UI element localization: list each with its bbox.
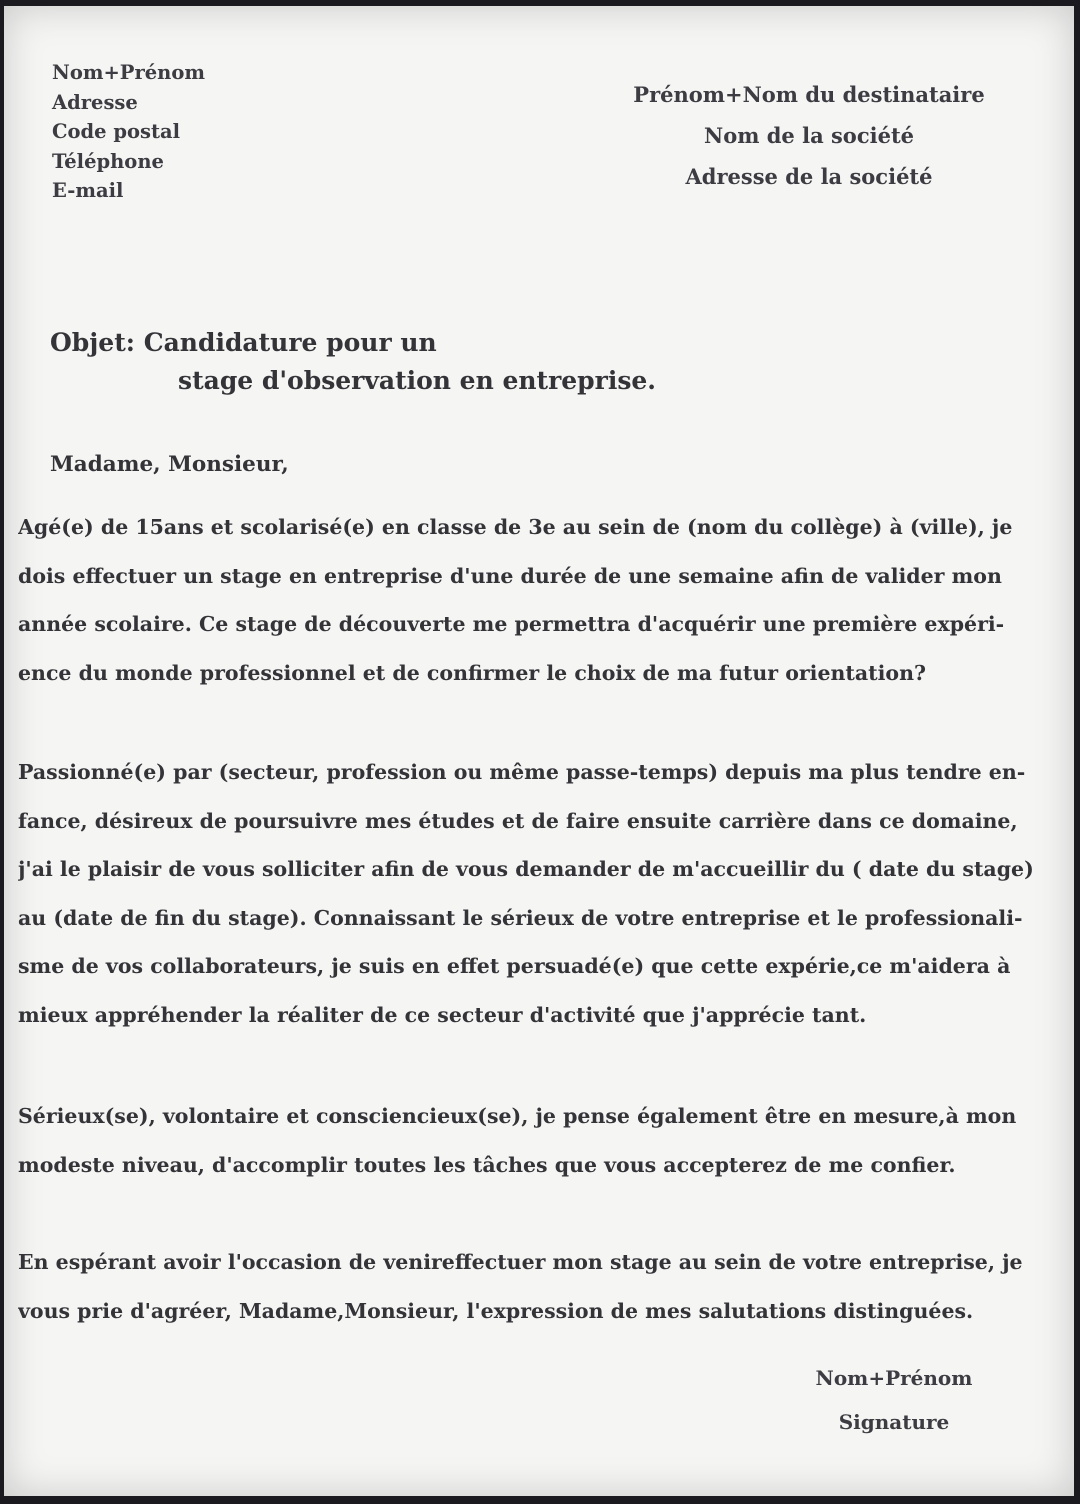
subject-line-1: Objet: Candidature pour un	[50, 328, 437, 357]
subject-line-2: stage d'observation en entreprise.	[178, 366, 657, 395]
sender-email: E-mail	[52, 179, 124, 202]
paragraph-line: Sérieux(se), volontaire et consciencieux(se), je pense également être en mesure,à mon	[18, 1104, 1017, 1128]
sender-block	[52, 58, 205, 206]
paragraph-line: j'ai le plaisir de vous solliciter afin de vous demander de m'accueillir du ( date du stage)	[18, 857, 1034, 881]
sender-name: Nom+Prénom	[52, 61, 205, 84]
paragraph-line: dois effectuer un stage en entreprise d'une durée de une semaine afin de valider mon	[18, 563, 1002, 588]
paragraph-line: ence du monde professionnel et de confirmer le choix de ma futur orientation?	[18, 660, 926, 685]
recipient-company-address: Adresse de la société	[685, 164, 933, 189]
sender-phone: Téléphone	[52, 149, 164, 173]
closing-name: Nom+Prénom	[815, 1366, 973, 1390]
subject-line	[50, 324, 656, 400]
paragraph-closing	[18, 1238, 1068, 1335]
signature-label: Signature	[838, 1410, 950, 1434]
paragraph-line: Agé(e) de 15ans et scolarisé(e) en classe de 3e au sein de (nom du collège) à (ville), je	[18, 515, 1013, 539]
paragraph-intro	[18, 503, 1068, 697]
paragraph-line: En espérant avoir l'occasion de venireffectuer mon stage au sein de votre entreprise, je	[18, 1250, 1023, 1274]
paragraph-line: Passionné(e) par (secteur, profession ou même passe-temps) depuis ma plus tendre en-	[18, 760, 1026, 784]
paragraph-line: mieux appréhender la réaliter de ce secteur d'activité que j'apprécie tant.	[18, 1002, 867, 1027]
paragraph-line: sme de vos collaborateurs, je suis en effet persuadé(e) que cette expérie,ce m'aidera à	[18, 954, 1011, 978]
recipient-name: Prénom+Nom du destinataire	[633, 82, 985, 107]
paragraph-line: vous prie d'agréer, Madame,Monsieur, l'expression de mes salutations distinguées.	[18, 1298, 974, 1323]
paragraph-line: fance, désireux de poursuivre mes études et de faire ensuite carrière dans ce domaine,	[18, 808, 1018, 833]
paragraph-qualities	[18, 1092, 1068, 1189]
paragraph-motivation	[18, 748, 1068, 1039]
letter-page	[4, 6, 1074, 1496]
recipient-block	[604, 74, 1014, 197]
paragraph-line: année scolaire. Ce stage de découverte me permettra d'acquérir une première expéri-	[18, 612, 1005, 636]
paragraph-line: modeste niveau, d'accomplir toutes les tâches que vous accepterez de me confier.	[18, 1152, 956, 1177]
sender-address: Adresse	[52, 90, 138, 114]
sender-postal-code: Code postal	[52, 120, 181, 143]
paragraph-line: au (date de fin du stage). Connaissant le sérieux de votre entreprise et le professionali-	[18, 905, 1023, 930]
recipient-company: Nom de la société	[704, 123, 914, 148]
salutation: Madame, Monsieur,	[50, 452, 289, 477]
